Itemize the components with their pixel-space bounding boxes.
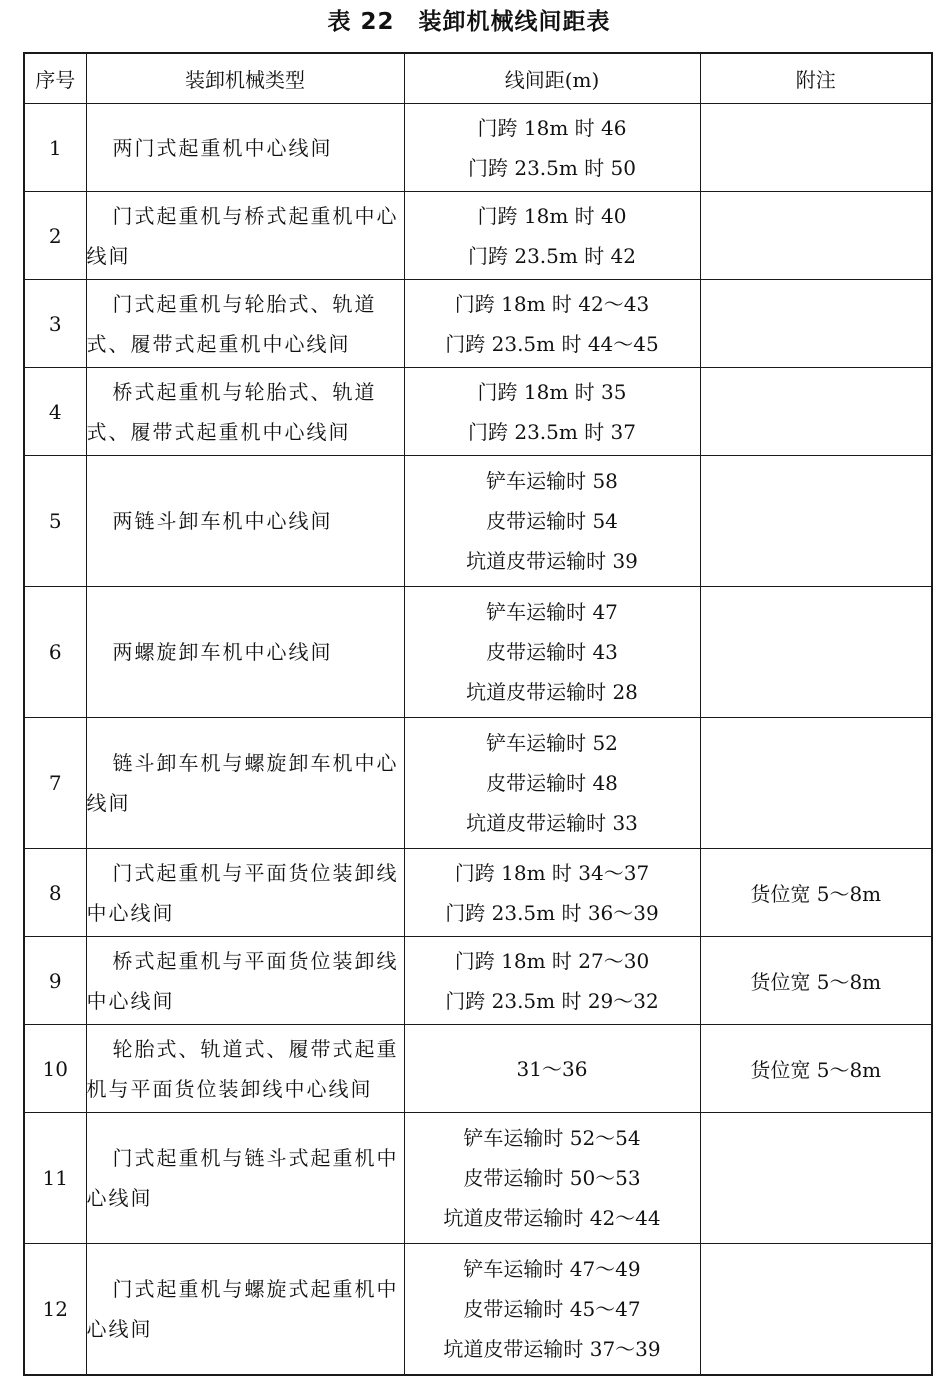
- spacing-line: 门跨 18m 时 35: [477, 379, 627, 404]
- row-seq: 6: [24, 587, 86, 718]
- row-type: 两螺旋卸车机中心线间: [112, 640, 333, 664]
- row-spacing: [404, 368, 700, 456]
- row-spacing: [404, 1244, 700, 1375]
- row-note: [700, 368, 932, 456]
- table-row: [24, 104, 932, 192]
- row-type-cell: [86, 718, 404, 849]
- spacing-line: 门跨 23.5m 时 37: [467, 419, 637, 444]
- row-type: 两门式起重机中心线间: [112, 135, 333, 160]
- header-note: 附注: [700, 53, 932, 104]
- row-spacing: [404, 1113, 700, 1244]
- table-header-row: [24, 53, 932, 104]
- spacing-line: 坑道皮带运输时 42～44: [443, 1206, 661, 1230]
- row-spacing: [404, 849, 700, 937]
- spacing-line: 门跨 23.5m 时 29～32: [445, 988, 659, 1013]
- row-spacing: [404, 456, 700, 587]
- table-row: [24, 1025, 932, 1113]
- row-type: 门式起重机与轮胎式、轨道式、履带式起重机中心线间: [86, 291, 377, 356]
- spacing-line: 铲车运输时 47～49: [463, 1256, 641, 1281]
- row-seq: 3: [24, 280, 86, 368]
- spacing-line: 坑道皮带运输时 39: [466, 549, 638, 573]
- row-note: 货位宽 5～8m: [700, 849, 932, 937]
- row-seq: 2: [24, 192, 86, 280]
- table-title: 表 22 装卸机械线间距表: [327, 9, 611, 35]
- spacing-line: 皮带运输时 54: [486, 509, 618, 533]
- spacing-line: 门跨 23.5m 时 42: [467, 243, 637, 268]
- row-type: 两链斗卸车机中心线间: [112, 509, 333, 533]
- row-spacing: [404, 718, 700, 849]
- row-seq: 5: [24, 456, 86, 587]
- row-note: [700, 280, 932, 368]
- row-spacing: [404, 280, 700, 368]
- row-type: 轮胎式、轨道式、履带式起重机与平面货位装卸线中心线间: [86, 1036, 399, 1101]
- spacing-line: 皮带运输时 50～53: [463, 1166, 641, 1190]
- spacing-line: 门跨 18m 时 42～43: [454, 291, 650, 316]
- spacing-line: 坑道皮带运输时 37～39: [443, 1336, 661, 1361]
- table-row: [24, 587, 932, 718]
- row-type-cell: [86, 1244, 404, 1375]
- row-type-cell: [86, 1113, 404, 1244]
- row-type-cell: [86, 104, 404, 192]
- row-note: [700, 587, 932, 718]
- row-note: [700, 718, 932, 849]
- row-type: 桥式起重机与轮胎式、轨道式、履带式起重机中心线间: [86, 379, 377, 444]
- spacing-line: 门跨 18m 时 40: [477, 203, 627, 228]
- row-type-cell: [86, 280, 404, 368]
- row-type-cell: [86, 587, 404, 718]
- row-seq: 8: [24, 849, 86, 937]
- row-seq: 1: [24, 104, 86, 192]
- spacing-line: 门跨 18m 时 27～30: [454, 948, 650, 973]
- header-seq: 序号: [24, 53, 86, 104]
- table-row: [24, 192, 932, 280]
- header-type: 装卸机械类型: [86, 53, 404, 104]
- row-type-cell: [86, 1025, 404, 1113]
- row-note: [700, 104, 932, 192]
- row-type: 桥式起重机与平面货位装卸线中心线间: [86, 948, 399, 1013]
- spacing-line: 坑道皮带运输时 28: [466, 680, 638, 704]
- row-note: [700, 1244, 932, 1375]
- row-type-cell: [86, 937, 404, 1025]
- spacing-table: [23, 52, 933, 1376]
- row-spacing: [404, 937, 700, 1025]
- row-type: 门式起重机与平面货位装卸线中心线间: [86, 860, 399, 925]
- row-type-cell: [86, 456, 404, 587]
- row-type-cell: [86, 192, 404, 280]
- row-type: 链斗卸车机与螺旋卸车机中心线间: [86, 751, 399, 815]
- table-row: [24, 849, 932, 937]
- table-row: [24, 1113, 932, 1244]
- row-note: 货位宽 5～8m: [700, 1025, 932, 1113]
- row-type: 门式起重机与桥式起重机中心线间: [86, 203, 399, 268]
- row-note: [700, 456, 932, 587]
- row-seq: 10: [24, 1025, 86, 1113]
- spacing-line: 铲车运输时 47: [486, 600, 618, 624]
- table-row: [24, 456, 932, 587]
- spacing-line: 门跨 23.5m 时 44～45: [445, 331, 659, 356]
- row-seq: 12: [24, 1244, 86, 1375]
- spacing-line: 门跨 18m 时 46: [477, 115, 627, 140]
- spacing-line: 皮带运输时 45～47: [463, 1296, 641, 1321]
- row-note: [700, 192, 932, 280]
- row-note: [700, 1113, 932, 1244]
- spacing-line: 门跨 23.5m 时 50: [467, 155, 637, 180]
- row-spacing: [404, 104, 700, 192]
- row-type: 门式起重机与链斗式起重机中心线间: [86, 1146, 399, 1210]
- row-spacing: [404, 192, 700, 280]
- row-type: 门式起重机与螺旋式起重机中心线间: [86, 1276, 399, 1341]
- table-row: [24, 368, 932, 456]
- table-row: [24, 937, 932, 1025]
- header-spacing: 线间距(m): [404, 53, 700, 104]
- spacing-line: 门跨 23.5m 时 36～39: [445, 900, 659, 925]
- spacing-line: 31～36: [516, 1056, 588, 1081]
- spacing-line: 门跨 18m 时 34～37: [454, 860, 650, 885]
- spacing-line: 皮带运输时 43: [486, 640, 618, 664]
- row-note: 货位宽 5～8m: [700, 937, 932, 1025]
- spacing-line: 铲车运输时 52～54: [463, 1126, 641, 1150]
- spacing-line: 坑道皮带运输时 33: [466, 811, 638, 835]
- row-spacing: [404, 587, 700, 718]
- row-seq: 11: [24, 1113, 86, 1244]
- row-spacing: [404, 1025, 700, 1113]
- row-seq: 4: [24, 368, 86, 456]
- row-seq: 7: [24, 718, 86, 849]
- spacing-line: 铲车运输时 52: [486, 731, 618, 755]
- table-row: [24, 718, 932, 849]
- row-type-cell: [86, 368, 404, 456]
- spacing-line: 皮带运输时 48: [486, 771, 618, 795]
- table-row: [24, 1244, 932, 1375]
- table-row: [24, 280, 932, 368]
- spacing-line: 铲车运输时 58: [486, 469, 618, 493]
- row-seq: 9: [24, 937, 86, 1025]
- row-type-cell: [86, 849, 404, 937]
